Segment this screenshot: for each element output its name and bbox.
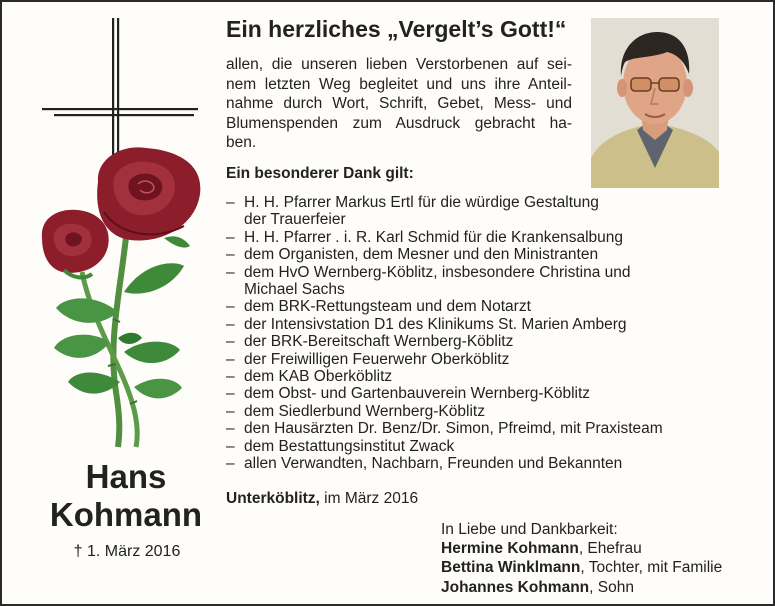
- intro-line: Blumenspenden zum Ausdruck gebracht ha-: [226, 114, 572, 132]
- signer-row: [441, 539, 722, 558]
- thanks-heading: Ein besonderer Dank gilt:: [226, 165, 414, 182]
- rose-illustration: [34, 142, 214, 454]
- signer-relation: , Tochter, mit Familie: [580, 559, 723, 577]
- list-item: – der Intensivstation D1 des Klinikums St. Marien Amberg: [226, 315, 627, 333]
- list-item: Michael Sachs: [244, 281, 345, 299]
- list-item: – der Freiwilligen Feuerwehr Oberköblitz: [226, 350, 510, 368]
- signer-name: Johannes Kohmann: [441, 578, 590, 596]
- list-item: der Trauerfeier: [244, 211, 346, 229]
- list-item: – dem Bestattungsinstitut Zwack: [226, 437, 455, 455]
- list-item: – dem Organisten, dem Mesner und den Ministranten: [226, 246, 599, 264]
- list-item: – dem Siedlerbund Wernberg-Köblitz: [226, 402, 485, 420]
- signer-row: [441, 558, 722, 577]
- list-item: – der BRK-Bereitschaft Wernberg-Köblitz: [226, 333, 514, 351]
- deceased-first-name: Hans: [85, 458, 167, 495]
- closing-line: In Liebe und Dankbarkeit:: [441, 521, 618, 538]
- list-item: – dem BRK-Rettungsteam und dem Notarzt: [226, 298, 531, 316]
- signer-relation: , Sohn: [589, 578, 634, 596]
- intro-line: allen, die unseren lieben Verstorbenen auf sei-: [226, 56, 572, 73]
- deceased-name: [26, 458, 226, 534]
- portrait-photo: [591, 18, 719, 188]
- signer-relation: , Ehefrau: [578, 540, 642, 558]
- list-item: – H. H. Pfarrer . i. R. Karl Schmid für die Krankensalbung: [226, 228, 624, 246]
- intro-line: nahme durch Wort, Schrift, Gebet, Mess- und: [226, 95, 572, 112]
- intro-paragraph: [226, 55, 572, 153]
- place-date-line: [226, 490, 418, 508]
- death-date: † 1. März 2016: [73, 543, 181, 560]
- list-item: – dem Obst- und Gartenbauverein Wernberg-Köblitz: [226, 385, 591, 403]
- date: im März 2016: [319, 490, 419, 507]
- intro-line: nem letzten Weg begleitet und uns ihre Anteil-: [226, 75, 572, 93]
- signer-name: Hermine Kohmann: [441, 540, 579, 558]
- thanks-list: [226, 194, 706, 473]
- signers-block: [441, 520, 722, 597]
- notice-title: Ein herzliches „Vergelt’s Gott!“: [226, 16, 567, 42]
- list-item: – dem KAB Oberköblitz: [226, 368, 393, 386]
- memorial-column: [2, 2, 217, 604]
- intro-line: ben.: [226, 134, 257, 151]
- deceased-last-name: Kohmann: [49, 496, 203, 533]
- list-item: – H. H. Pfarrer Markus Ertl für die würdige Gestaltung: [226, 194, 599, 211]
- signer-row: [441, 578, 722, 597]
- place: Unterköblitz,: [226, 490, 320, 507]
- list-item: – allen Verwandten, Nachbarn, Freunden und Bekannten: [226, 455, 623, 473]
- signer-name: Bettina Winklmann: [441, 559, 581, 577]
- list-item: – dem HvO Wernberg-Köblitz, insbesondere Christina und: [226, 263, 631, 281]
- list-item: – den Hausärzten Dr. Benz/Dr. Simon, Pfreimd, mit Praxisteam: [226, 420, 663, 438]
